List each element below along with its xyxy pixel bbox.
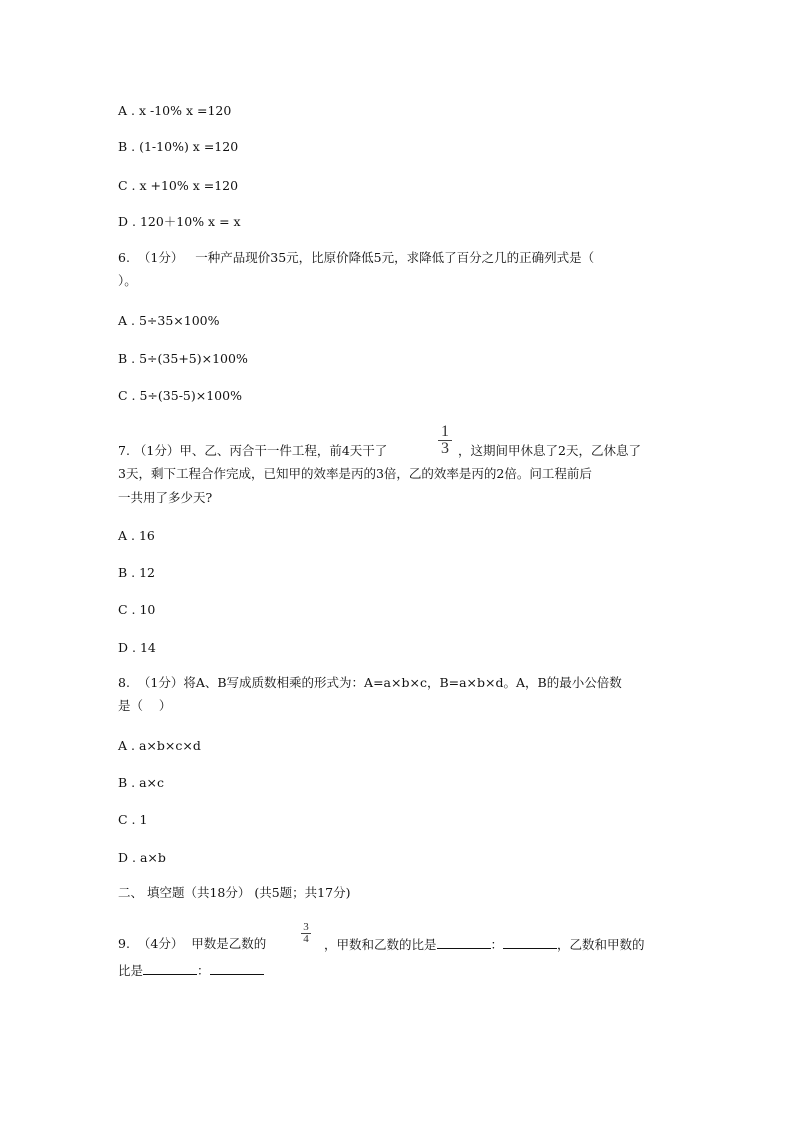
- q6-stem-line1: 6. （1分） 一种产品现价35元，比原价降低5元，求降低了百分之几的正确列式是（: [118, 250, 595, 265]
- colon: ：: [197, 963, 210, 978]
- q7-fraction-numerator: 1: [441, 423, 449, 440]
- q8-stem-line1: 8. （1分）将A、B写成质数相乘的形式为：A=a×b×c，B=a×b×d。A，B的最小公倍数: [118, 675, 622, 690]
- answer-blank-2[interactable]: [503, 936, 557, 949]
- q8-option-c: C . 1: [118, 812, 148, 827]
- q9-fraction-numerator: 3: [303, 921, 309, 933]
- q5-option-a: A . x -10% x =120: [118, 103, 232, 118]
- q7-option-b: B . 12: [118, 565, 156, 580]
- q6-option-c: C . 5÷(35-5)×100%: [118, 388, 242, 403]
- q7-option-a: A . 16: [118, 528, 155, 543]
- answer-blank-4[interactable]: [210, 962, 264, 975]
- q9-stem-line1-pre: 9. （4分） 甲数是乙数的: [118, 936, 267, 951]
- q6-option-a: A . 5÷35×100%: [118, 313, 220, 328]
- q9-fraction-denominator: 4: [303, 933, 309, 945]
- q7-stem-line3: 一共用了多少天?: [118, 490, 213, 505]
- q7-fraction-denominator: 3: [441, 440, 449, 457]
- q5-option-c: C . x +10% x =120: [118, 178, 239, 193]
- q8-option-a: A . a×b×c×d: [118, 738, 201, 753]
- section2-heading: 二、 填空题（共18分） (共5题；共17分): [118, 885, 351, 900]
- q8-stem-line2: 是（ ）: [118, 698, 172, 713]
- q8-option-b: B . a×c: [118, 775, 165, 790]
- q7-stem-line1-post: ，这期间甲休息了2天，乙休息了: [458, 443, 641, 458]
- q7-fraction: [438, 424, 452, 457]
- q5-option-b: B . (1-10%) x =120: [118, 139, 239, 154]
- q9-stem-line2-pre: 比是: [118, 963, 144, 978]
- q8-option-d: D . a×b: [118, 850, 166, 865]
- q7-stem-line1-pre: 7. （1分）甲、乙、丙合干一件工程，前4天干了: [118, 443, 388, 458]
- q9-stem-line1-mid: ，甲数和乙数的比是: [324, 937, 437, 952]
- q6-stem-line2: ）。: [118, 273, 137, 288]
- colon: ：: [490, 937, 504, 952]
- q9-stem-line1-rest: [324, 936, 645, 953]
- answer-blank-3[interactable]: [143, 962, 197, 975]
- q9-stem-line2: [118, 962, 264, 979]
- q7-stem-line2: 3天，剩下工程合作完成，已知甲的效率是丙的3倍，乙的效率是丙的2倍。问工程前后: [118, 466, 592, 481]
- q7-option-c: C . 10: [118, 602, 156, 617]
- q9-fraction: [301, 922, 311, 945]
- q5-option-d: D . 120＋10% x = x: [118, 214, 241, 229]
- q7-option-d: D . 14: [118, 640, 156, 655]
- q9-stem-line1-post: ，乙数和甲数的: [557, 937, 645, 952]
- answer-blank-1[interactable]: [437, 936, 491, 949]
- q6-option-b: B . 5÷(35+5)×100%: [118, 351, 248, 366]
